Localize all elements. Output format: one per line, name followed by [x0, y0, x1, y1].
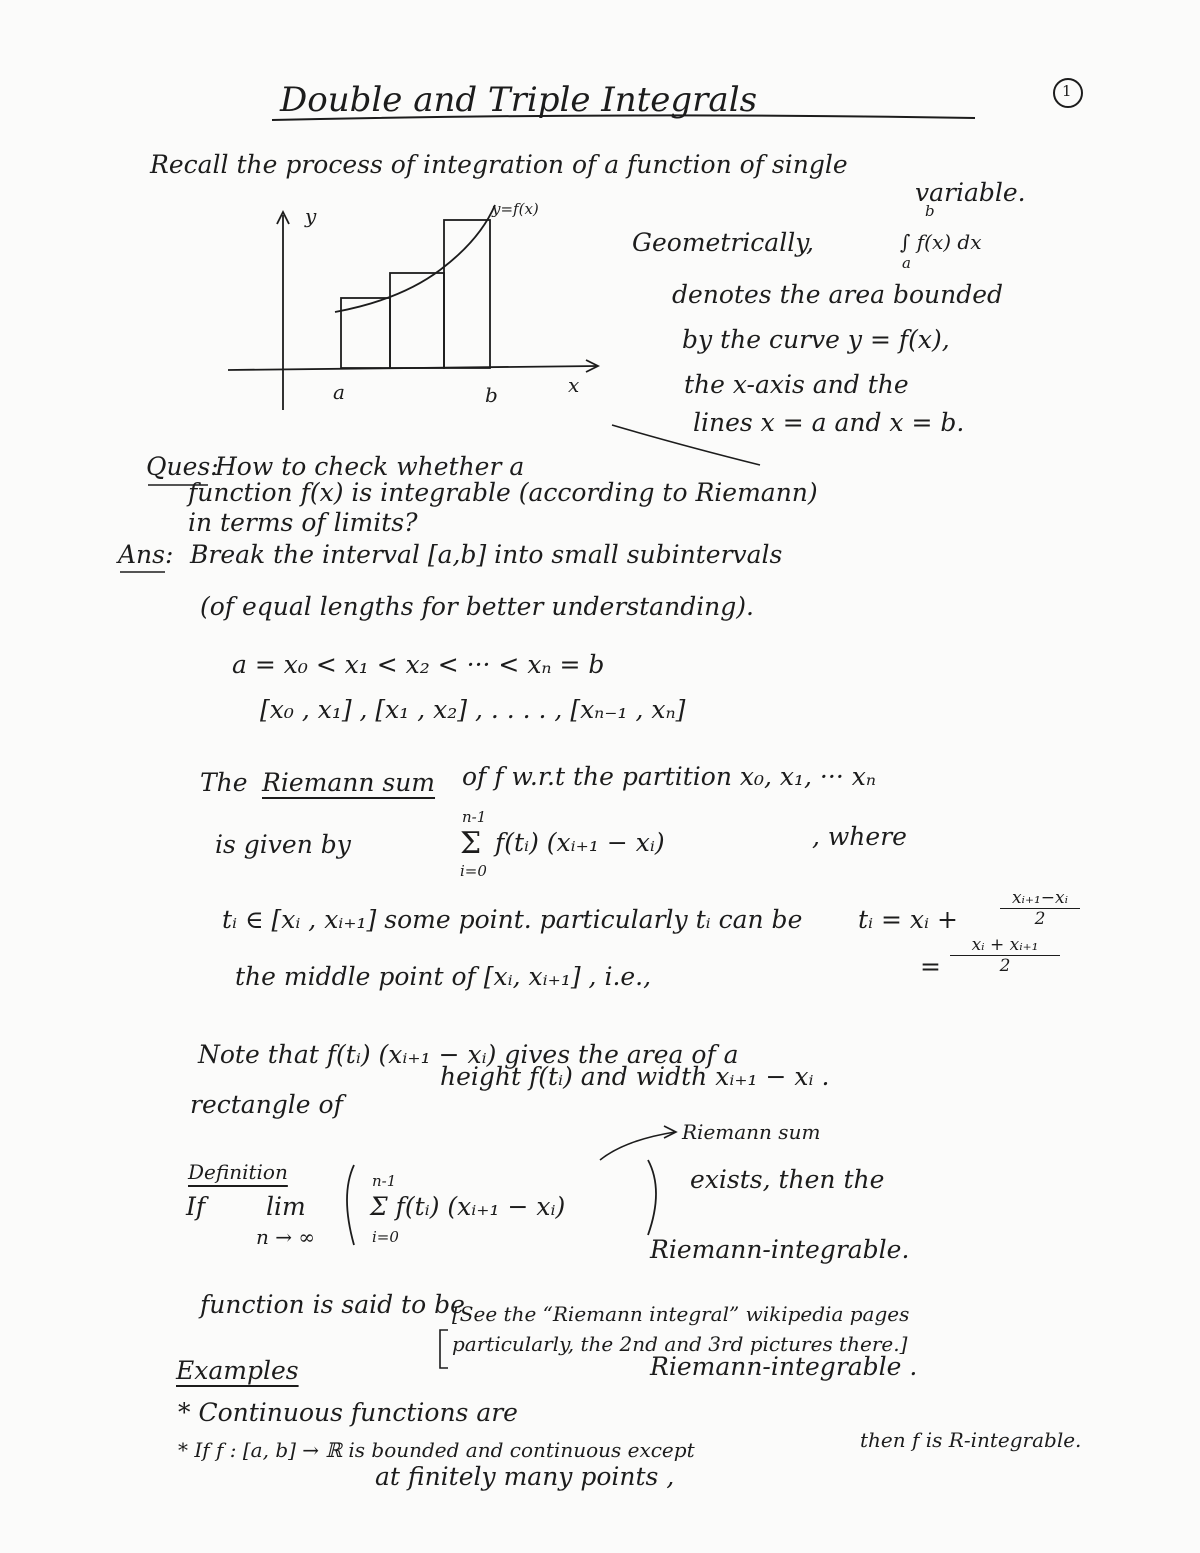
partition-line: a = x₀ < x₁ < x₂ < ··· < xₙ = b — [232, 650, 605, 679]
definition-sum-expression: Σ f(tᵢ) (xᵢ₊₁ − xᵢ) — [370, 1192, 566, 1221]
intervals-line: [x₀ , x₁] , [x₁ , x₂] , . . . . , [xₙ₋₁ , xₙ] — [260, 695, 686, 724]
equals-2: = — [920, 952, 941, 981]
page-number: 1 — [1062, 82, 1072, 100]
exists-text: exists, then the — [690, 1165, 885, 1194]
riemann-rectangle-3 — [444, 220, 490, 368]
function-said-text: function is said to be — [200, 1290, 465, 1319]
riemann-sum-pointer — [600, 1132, 675, 1160]
geometric-intro: Geometrically, — [632, 228, 814, 257]
definition-right-paren — [648, 1160, 656, 1235]
answer-line-2: (of equal lengths for better understanding). — [200, 592, 754, 621]
geometric-integral: ∫ f(x) dx — [900, 230, 982, 254]
example-item-1: * Continuous functions are — [178, 1398, 518, 1427]
graph-y-label: y — [305, 204, 317, 228]
see-bracket — [440, 1330, 448, 1368]
fraction-1 — [1000, 888, 1080, 929]
riemann-sum-annotation: Riemann sum — [682, 1120, 821, 1144]
sum-lower: i=0 — [460, 862, 487, 880]
examples-r-integrable: Riemann-integrable . — [650, 1352, 918, 1381]
given-by: is given by — [215, 830, 351, 859]
geometric-line-5: lines x = a and x = b. — [693, 408, 965, 437]
example-item-2: * If f : [a, b] → ℝ is bounded and continuous except — [178, 1438, 695, 1462]
recall-line-1: Recall the process of integration of a function of single — [150, 150, 848, 179]
fraction-1-denominator: 2 — [1034, 909, 1046, 929]
fraction-2 — [950, 935, 1060, 976]
question-label: Ques: — [146, 452, 219, 481]
page-title: Double and Triple Integrals — [280, 80, 758, 120]
where-text: , where — [812, 822, 907, 851]
limit-subscript: n → ∞ — [256, 1225, 316, 1249]
definition-left-paren — [347, 1165, 354, 1245]
note-line-2-mid: height f(tᵢ) and width xᵢ₊₁ − xᵢ . — [440, 1062, 830, 1091]
riemann-sum-term: Riemann sum — [262, 768, 436, 797]
sum-expression: f(tᵢ) (xᵢ₊₁ − xᵢ) — [495, 828, 665, 857]
example-item-3: at finitely many points , — [375, 1462, 675, 1491]
fraction-1-numerator: xᵢ₊₁−xᵢ — [1000, 888, 1080, 909]
graph-b-label: b — [485, 383, 498, 407]
fraction-2-numerator: xᵢ + xᵢ₊₁ — [950, 935, 1060, 956]
geometric-line-3: by the curve y = f(x), — [682, 325, 950, 354]
geometric-line-4: the x-axis and the — [684, 370, 909, 399]
limit-text: lim — [266, 1192, 306, 1221]
geometric-line-2: denotes the area bounded — [672, 280, 1004, 309]
riemann-graph — [228, 205, 598, 410]
sum-upper: n-1 — [462, 808, 487, 826]
answer-label: Ans: — [118, 540, 174, 569]
integral-lower-limit: a — [902, 254, 911, 272]
definition-if: If — [186, 1192, 206, 1221]
question-line-2: function f(x) is integrable (according to Riemann) — [188, 478, 818, 507]
integral-upper-limit: b — [925, 202, 935, 220]
sum-sign: Σ — [460, 826, 482, 861]
ti-line: tᵢ ∈ [xᵢ , xᵢ₊₁] some point. particularly tᵢ can be — [222, 905, 803, 934]
example-item-2-end: then f is R-integrable. — [860, 1428, 1082, 1452]
definition-label: Definition — [188, 1160, 288, 1184]
ti-equation: tᵢ = xᵢ + — [858, 905, 958, 934]
riemann-line-1-pre: The — [200, 768, 248, 797]
graph-curve-label: y=f(x) — [492, 200, 539, 218]
see-line-2: particularly, the 2nd and 3rd pictures there.] — [452, 1332, 908, 1356]
function-curve — [335, 205, 495, 312]
question-line-3: in terms of limits? — [188, 508, 418, 537]
middle-point-line: the middle point of [xᵢ, xᵢ₊₁] , i.e., — [235, 962, 652, 991]
recall-line-2: variable. — [915, 178, 1026, 207]
examples-label: Examples — [176, 1356, 299, 1385]
graph-x-label: x — [568, 373, 580, 397]
note-line-1: Note that f(tᵢ) (xᵢ₊₁ − xᵢ) gives the area of a — [198, 1040, 739, 1069]
see-line-1: [See the “Riemann integral” wikipedia pages — [452, 1302, 910, 1326]
question-line-1: How to check whether a — [215, 452, 525, 481]
answer-line-1: Break the interval [a,b] into small subintervals — [190, 540, 783, 569]
note-line-2-pre: rectangle of — [190, 1090, 343, 1119]
riemann-rectangle-2 — [390, 273, 444, 368]
riemann-line-1-post: of f w.r.t the partition x₀, x₁, ··· xₙ — [462, 762, 876, 791]
graph-a-label: a — [333, 380, 345, 404]
riemann-integrable-text: Riemann-integrable. — [650, 1235, 910, 1264]
definition-sum-lower: i=0 — [372, 1228, 399, 1246]
definition-sum-upper: n-1 — [372, 1172, 397, 1190]
fraction-2-denominator: 2 — [999, 956, 1011, 976]
